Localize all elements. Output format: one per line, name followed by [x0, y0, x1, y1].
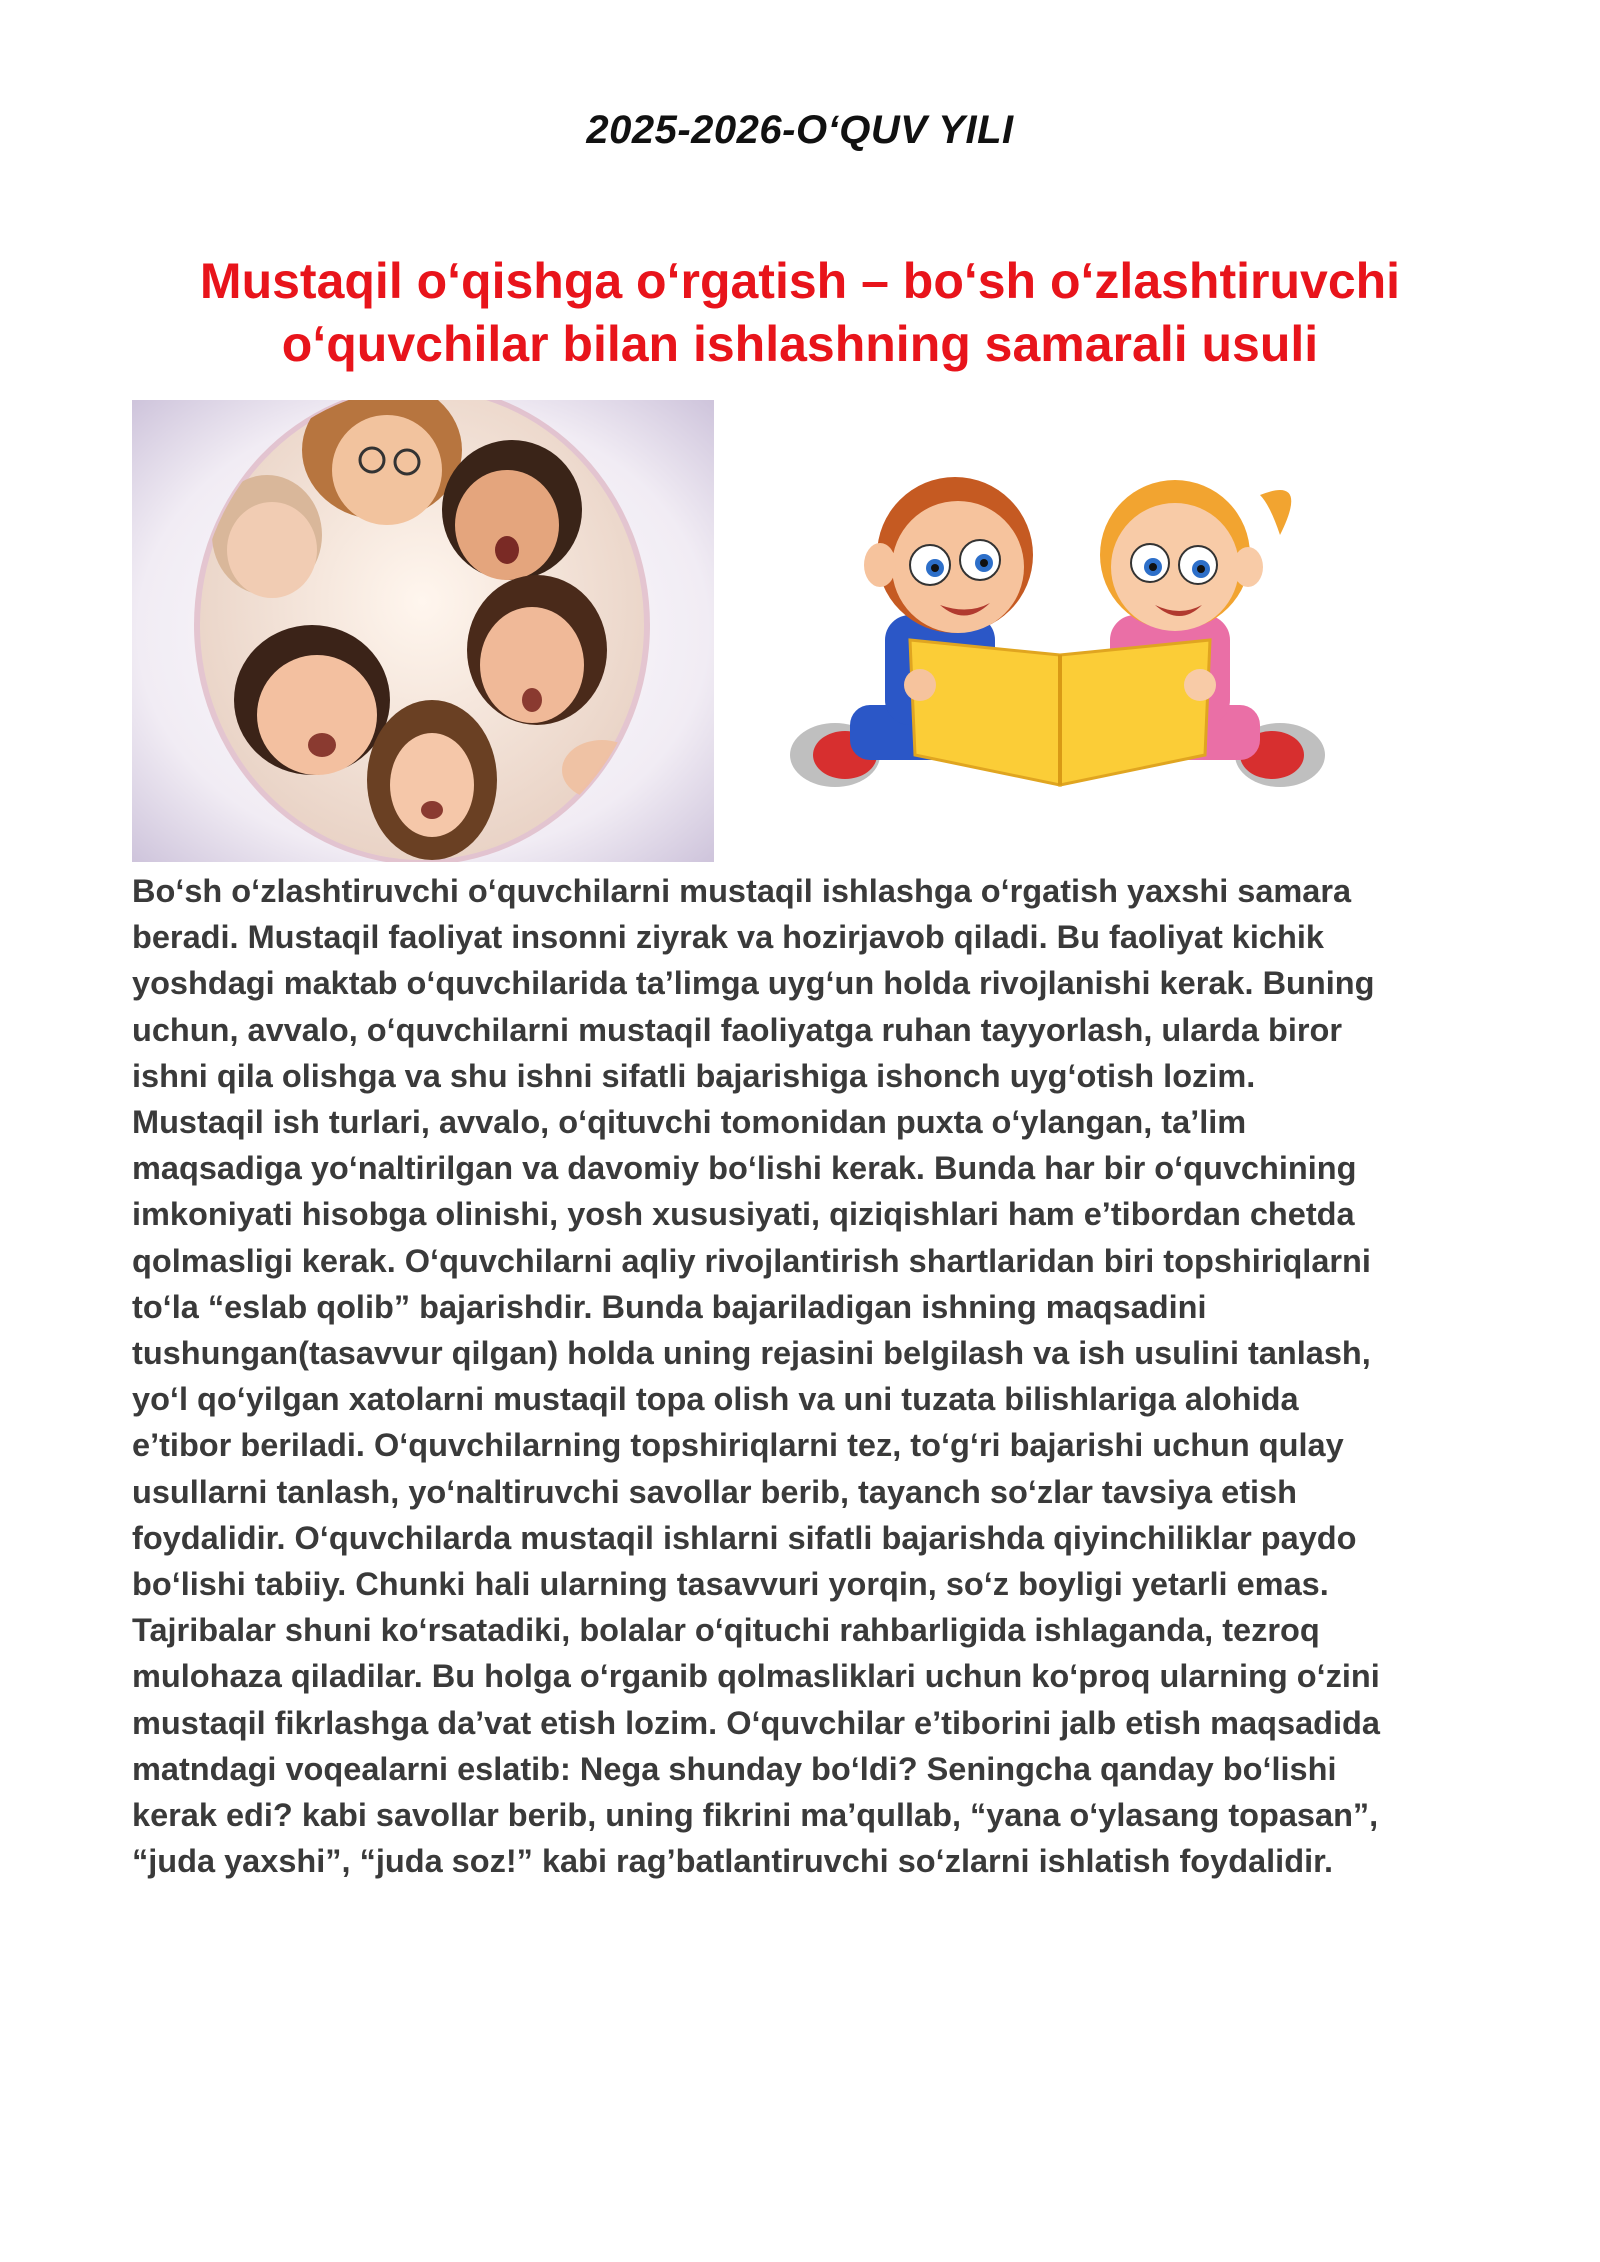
body-text-line: ishni qila olishga va shu ishni sifatli bajarishiga ishonch uyg‘otish lozim.: [132, 1057, 1256, 1094]
article-body: [132, 868, 1482, 1884]
body-text-line: yo‘l qo‘yilgan xatolarni mustaqil topa olish va uni tuzata bilishlariga alohida: [132, 1381, 1299, 1418]
article-title-line-1: Mustaqil o‘qishga o‘rgatish – bo‘sh o‘zlashtiruvchi: [199, 253, 1401, 309]
body-text-line: usullarni tanlash, yo‘naltiruvchi savollar berib, tayanch so‘zlar tavsiya etish: [132, 1473, 1298, 1510]
body-text-line: foydalidir. O‘quvchilarda mustaqil ishlarni sifatli bajarishda qiyinchiliklar paydo: [132, 1519, 1357, 1556]
body-text-line: bo‘lishi tabiiy. Chunki hali ularning tasavvuri yorqin, so‘z boyligi yetarli emas.: [132, 1566, 1329, 1603]
body-text-line: beradi. Mustaqil faoliyat insonni ziyrak va hozirjavob qiladi. Bu faoliyat kichik: [132, 919, 1324, 956]
body-text-line: maqsadiga yo‘naltirilgan va davomiy bo‘lishi kerak. Bunda har bir o‘quvchining: [132, 1150, 1357, 1187]
body-text-line: qolmasligi kerak. O‘quvchilarni aqliy rivojlantirish shartlaridan biri topshiriqlarni: [132, 1242, 1371, 1279]
article-title-line-2: o‘quvchilar bilan ishlashning samarali usuli: [281, 316, 1319, 372]
article-title: [100, 250, 1500, 376]
body-text-line: yoshdagi maktab o‘quvchilarida ta’limga uyg‘un holda rivojlanishi kerak. Buning: [132, 965, 1375, 1002]
body-text-line: Mustaqil ish turlari, avvalo, o‘qituvchi tomonidan puxta o‘ylangan, ta’lim: [132, 1104, 1247, 1141]
children-circle-photo: [132, 400, 714, 862]
body-text-line: kerak edi? kabi savollar berib, uning fikrini ma’qullab, “yana o‘ylasang topasan”,: [132, 1797, 1379, 1834]
body-text-line: uchun, avvalo, o‘quvchilarni mustaqil faoliyatga ruhan tayyorlash, ularda biror: [132, 1011, 1343, 1048]
body-text-line: “juda yaxshi”, “juda soz!” kabi rag’batlantiruvchi so‘zlarni ishlatish foydalidir.: [132, 1843, 1333, 1880]
body-text-line: matndagi voqealarni eslatib: Nega shunday bo‘ldi? Seningcha qanday bo‘lishi: [132, 1750, 1337, 1787]
body-text-line: e’tibor beriladi. O‘quvchilarning topshiriqlarni tez, to‘g‘ri bajarishi uchun qulay: [132, 1427, 1344, 1464]
body-text-line: mulohaza qiladilar. Bu holga o‘rganib qolmasliklari uchun ko‘proq ularning o‘zini: [132, 1658, 1380, 1695]
body-text-line: tushungan(tasavvur qilgan) holda uning rejasini belgilash va ish usulini tanlash,: [132, 1335, 1371, 1372]
body-text-line: mustaqil fikrlashga da’vat etish lozim. O‘quvchilar e’tiborini jalb etish maqsadida: [132, 1704, 1380, 1741]
body-text-line: Bo‘sh o‘zlashtiruvchi o‘quvchilarni mustaqil ishlashga o‘rgatish yaxshi samara: [132, 873, 1352, 909]
body-text-line: imkoniyati hisobga olinishi, yosh xususiyati, qiziqishlari ham e’tibordan chetda: [132, 1196, 1355, 1233]
article-paragraph: [132, 868, 1482, 1884]
school-year-heading: 2025-2026-O‘QUV YILI: [586, 108, 1014, 152]
body-text-line: Tajribalar shuni ko‘rsatadiki, bolalar o‘qituchi rahbarligida ishlaganda, tezroq: [132, 1612, 1320, 1649]
children-reading-cartoon: [790, 455, 1330, 810]
body-text-line: to‘la “eslab qolib” bajarishdir. Bunda bajariladigan ishning maqsadini: [132, 1288, 1207, 1325]
